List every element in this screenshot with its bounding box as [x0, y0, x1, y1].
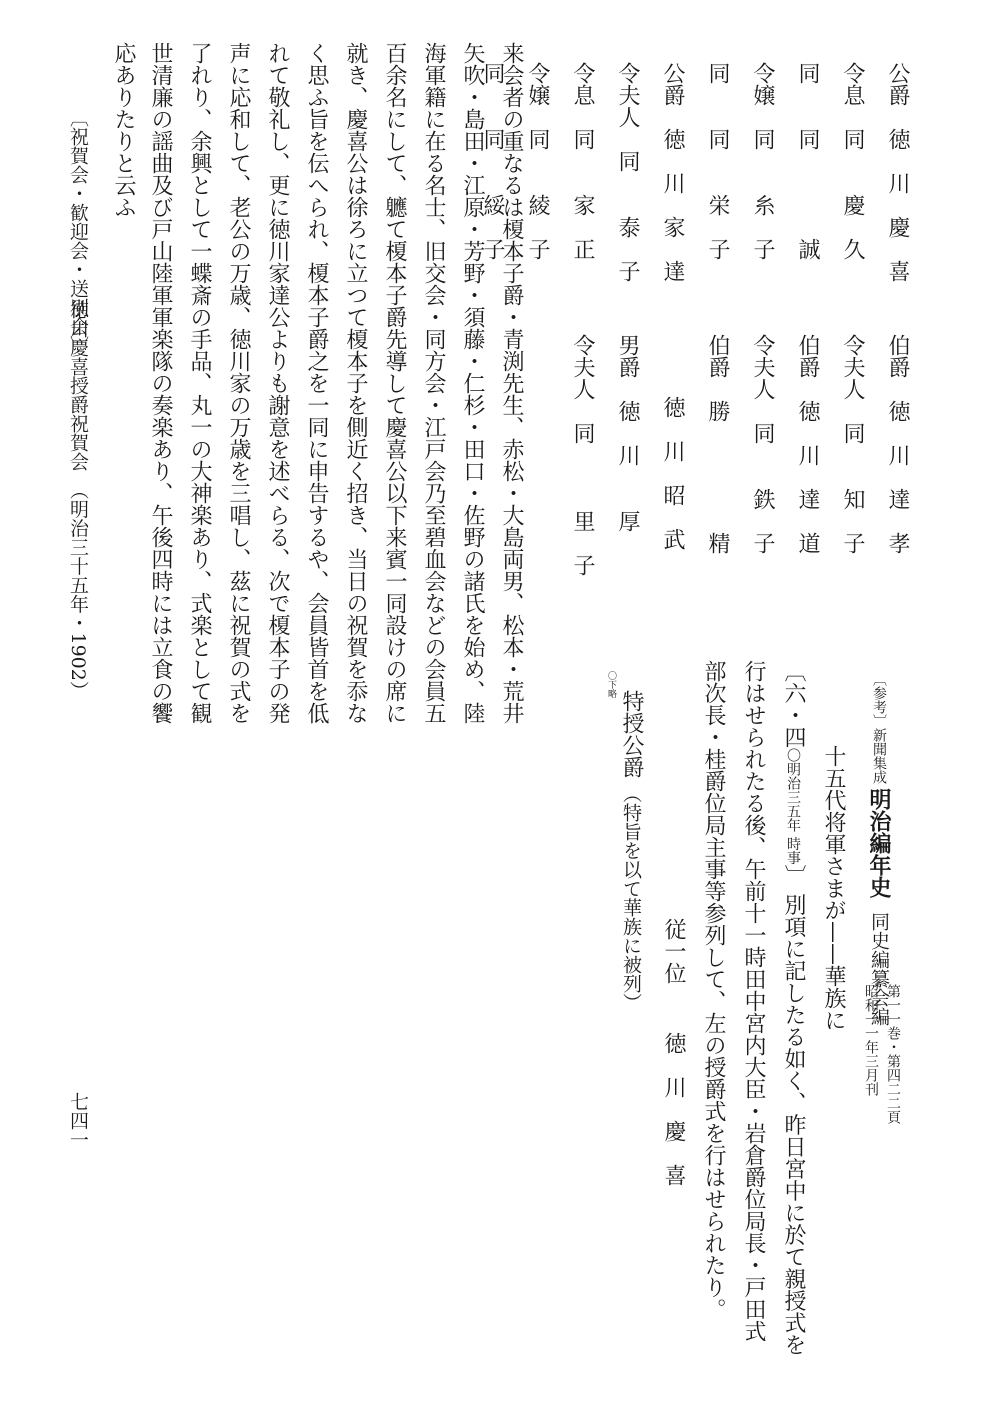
attendee-bottom: 徳 川 昭 武 — [660, 396, 685, 550]
section-category: 〔祝賀会・歓迎会・送別会〕 — [67, 108, 89, 355]
narrative-line: 就き、慶喜公は徐ろに立つて榎本子を側近く招き、当日の祝賀を忝な — [343, 42, 368, 724]
narrative-line: れて敬礼し、更に徳川家達公よりも謝意を述べらる、次で榎本子の発 — [265, 42, 290, 724]
attendee-top: 令嬢 同 綾 子 — [525, 62, 550, 260]
attendee-bottom: 令夫人 同 里 子 — [570, 334, 595, 576]
source-editor: 同史編纂会編 — [868, 912, 890, 1026]
narrative-line: 了れり、余興として一蝶斎の手品、丸一の大神楽あり、式楽として観 — [187, 42, 212, 724]
attendee-bottom: 令夫人 同 知 子 — [840, 334, 865, 554]
attendee-top: 公爵 徳 川 家 達 — [660, 62, 685, 282]
award-note: （特旨を以て華族に被列） — [620, 784, 642, 1012]
attendee-bottom: 令夫人 同 鉄 子 — [750, 334, 775, 554]
narrative-line: 海軍籍に在る名士、旧交会・同方会・江戸会乃至碧血会などの会員五 — [421, 42, 446, 724]
citation-small: 〇明治三五年 時事 — [785, 748, 801, 865]
narrative-line: 百余名にして、軈て榎本子爵先導して慶喜公以下来賓一同設けの席に — [382, 42, 407, 724]
reference-label: 〔参考〕 — [871, 672, 887, 728]
running-title: 徳川慶喜授爵祝賀会 （明治三十五年・1902） — [67, 300, 89, 700]
attendee-top: 令夫人 同 泰 子 — [615, 62, 640, 282]
narrative-line: 世清廉の謡曲及び戸山陸軍軍楽隊の奏楽あり、午後四時には立食の饗 — [148, 42, 173, 724]
attendee-column — [700, 62, 744, 622]
attendee-bottom: 伯爵 勝 精 — [705, 334, 730, 554]
narrative-line: 声に応和して、老公の万歳、徳川家の万歳を三唱し、茲に祝賀の式を — [226, 42, 251, 724]
attendee-column — [790, 62, 834, 622]
attendee-bottom: 伯爵 徳 川 達 道 — [795, 334, 820, 554]
attendee-column — [655, 62, 699, 622]
award — [620, 690, 642, 1012]
attendee-top: 令息 同 家 正 — [570, 62, 595, 260]
recipient: 徳 川 慶 喜 — [661, 1032, 686, 1186]
attendee-column — [520, 62, 564, 622]
reference-header — [868, 672, 890, 1026]
omission-mark: 〇下略 — [606, 671, 616, 698]
narrative-line: 矢吹・島田・江原・芳野・須藤・仁杉・田口・佐野の諸氏を始め、陸 — [460, 42, 485, 724]
attendee-top: 同 同 誠 — [795, 62, 820, 260]
headline: 十五代将軍さまが——華族に — [821, 745, 846, 1031]
award-title: 特授公爵 — [619, 690, 644, 778]
body-line3: 部次長・桂爵位局主事等参列して、左の授爵式を行はせられたり。 — [701, 660, 726, 1320]
attendee-top: 同 同 綏 子 — [480, 62, 505, 260]
attendee-bottom: 男爵 徳 川 厚 — [615, 334, 640, 532]
attendee-top: 公爵 徳 川 慶 喜 — [885, 62, 910, 282]
attendee-column — [745, 62, 789, 622]
source-small: 新聞集成 — [871, 728, 887, 784]
attendee-bottom: 伯爵 徳 川 達 孝 — [885, 334, 910, 554]
body-line1 — [782, 660, 804, 1355]
attendee-top: 令息 同 慶 久 — [840, 62, 865, 260]
rank: 従一位 — [661, 918, 686, 984]
citation-open: 〔六・四 — [781, 660, 806, 748]
source-title: 明治編年史 — [866, 788, 892, 898]
volume-info-line2: 昭和一一年三月刊 — [863, 984, 879, 1096]
body-line1-text: 〕 別項に記したる如く、昨日宮中に於て親授式を — [781, 864, 806, 1356]
attendee-top: 同 同 栄 子 — [705, 62, 730, 260]
attendee-column — [835, 62, 879, 622]
narrative-line: 来会者の重なるは榎本子爵・青渕先生、赤松・大島両男、松本・荒井 — [499, 42, 524, 724]
attendee-column — [565, 62, 609, 622]
attendee-column — [880, 62, 924, 622]
narrative-line: く思ふ旨を伝へられ、榎本子爵之を一同に申告するや、会員皆首を低 — [304, 42, 329, 724]
volume-info-line1: 第一一巻・第四二二頁 — [885, 984, 901, 1124]
attendee-top: 令嬢 同 糸 子 — [750, 62, 775, 260]
narrative-line: 応ありたりと云ふ — [111, 42, 136, 218]
body-line2: 行はせられたる後、午前十一時田中宮内大臣・岩倉爵位局長・戸田式 — [741, 660, 766, 1342]
page-number: 七四一 — [67, 1092, 89, 1149]
attendee-column — [610, 62, 654, 622]
